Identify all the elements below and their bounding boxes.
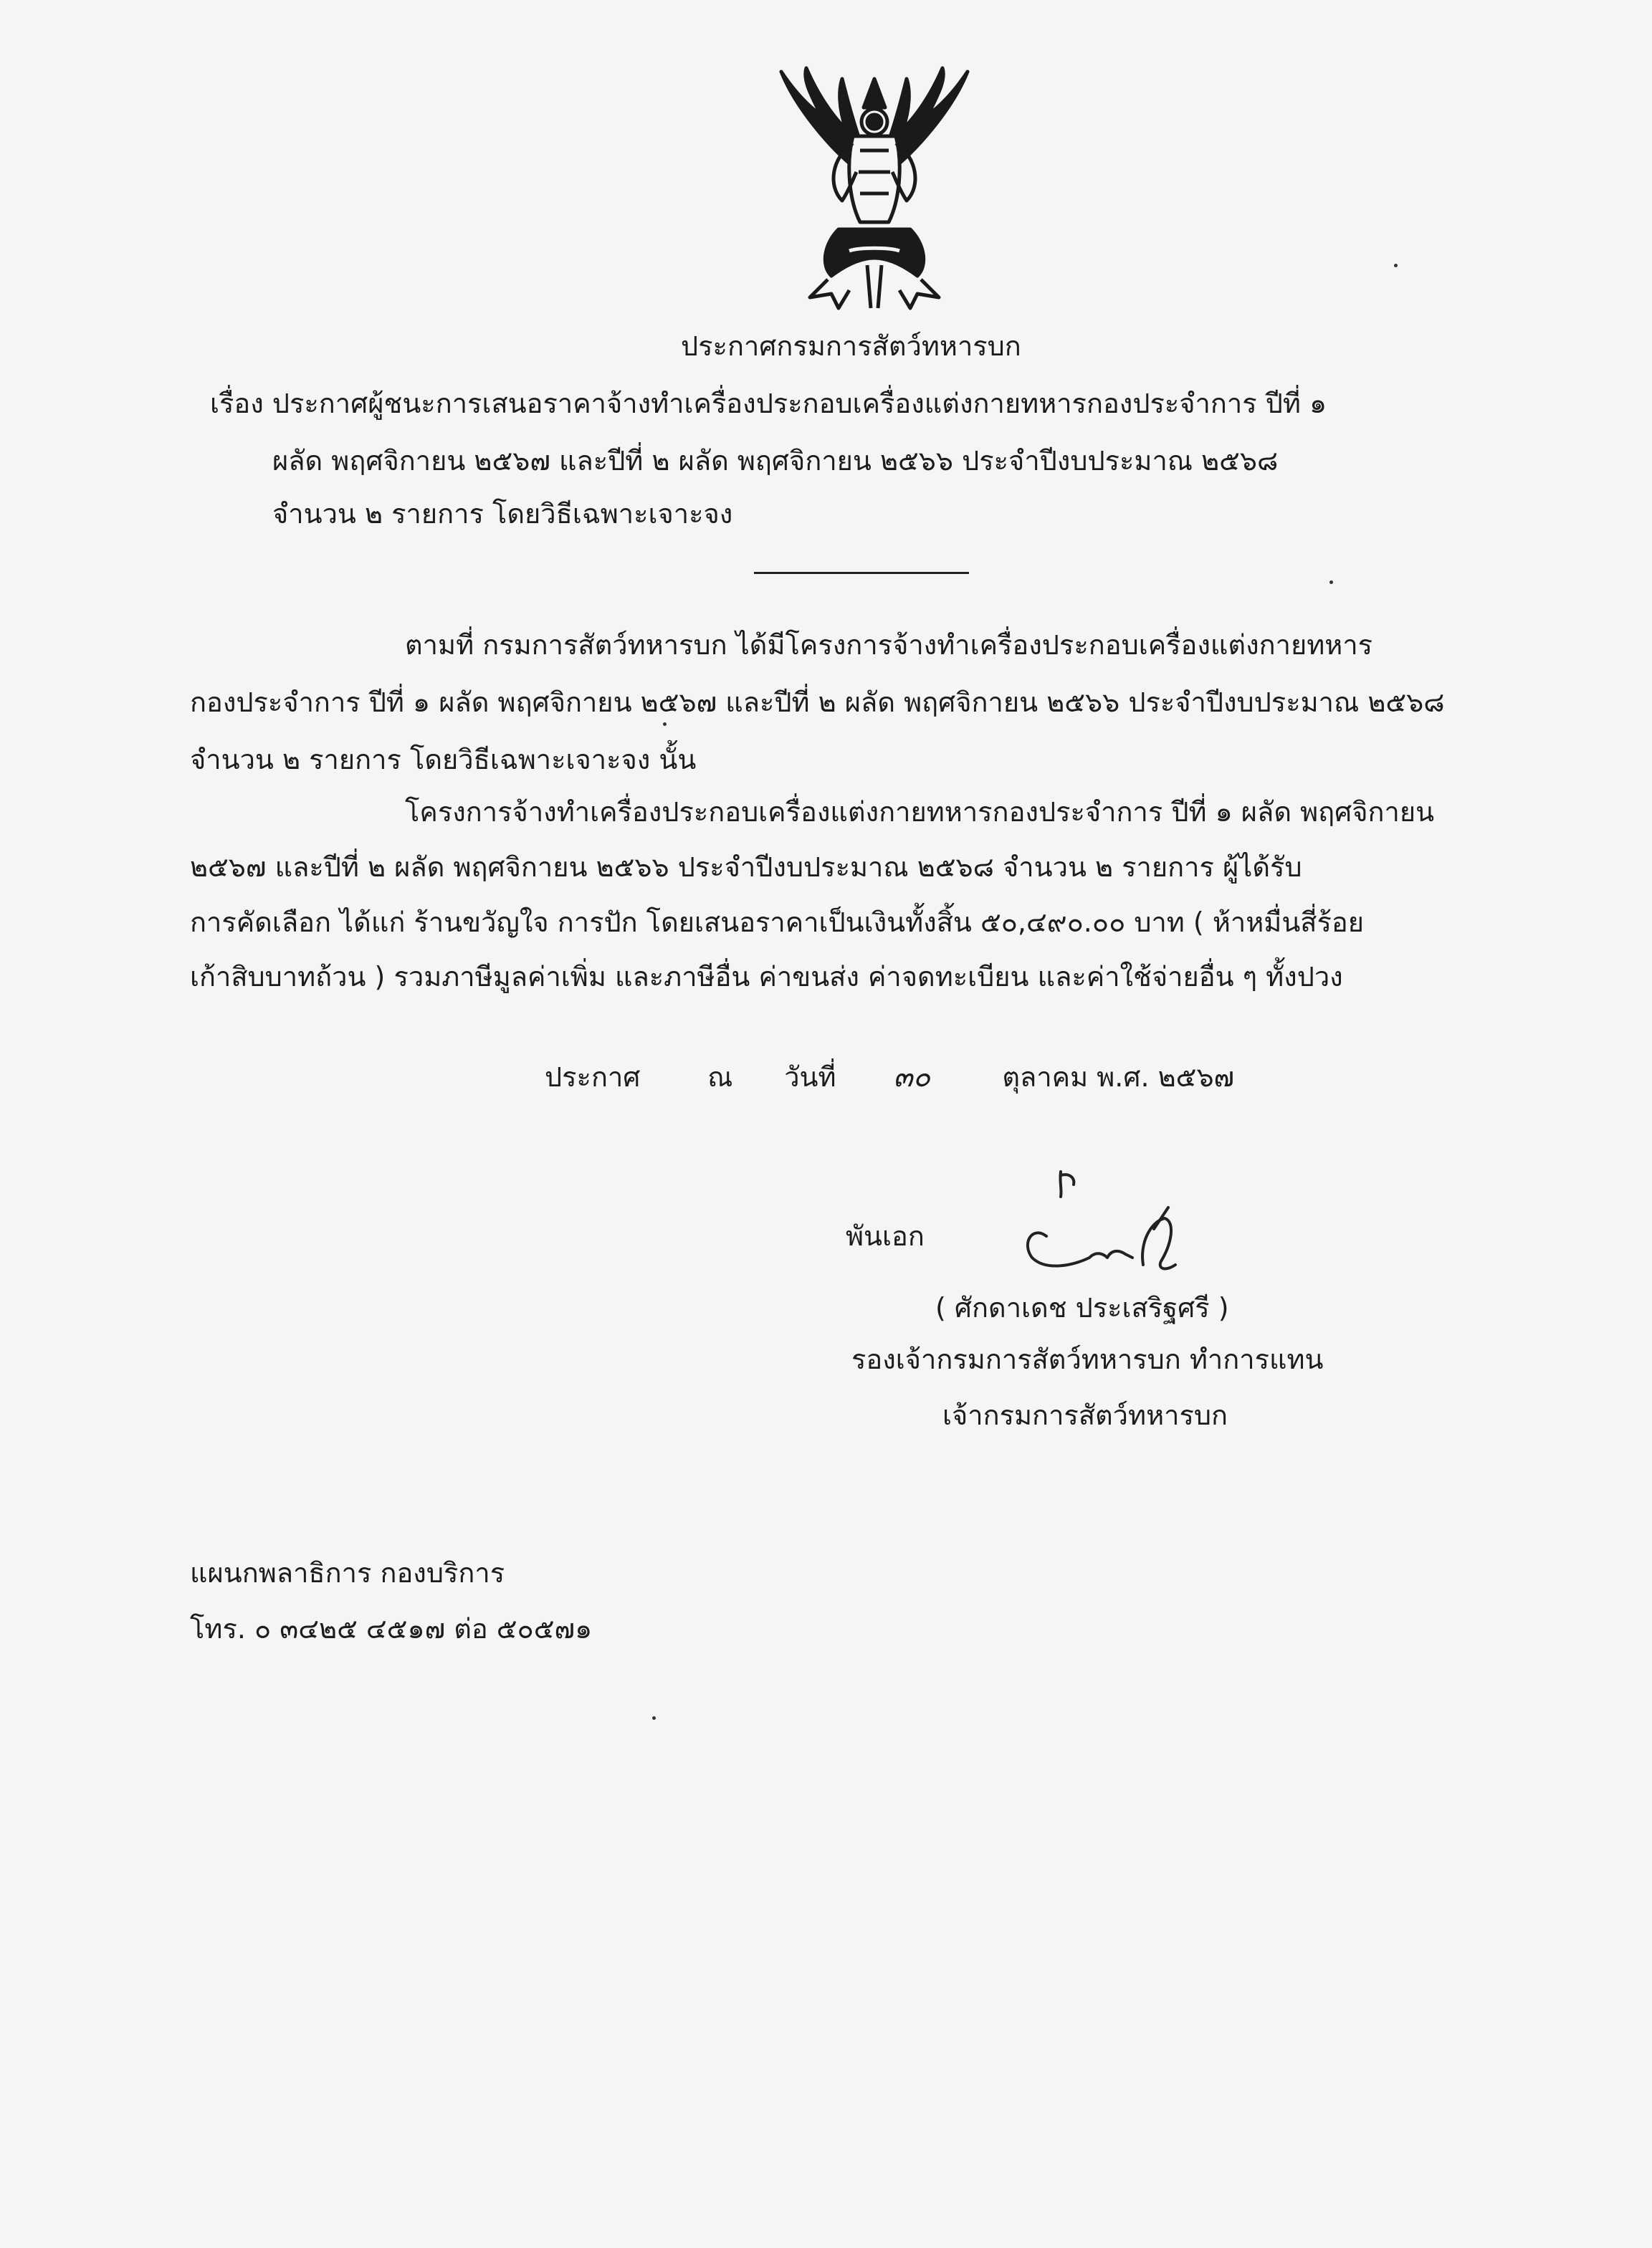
paper-speck <box>1394 264 1398 267</box>
paragraph-1-line: ตามที่ กรมการสัตว์ทหารบก ได้มีโครงการจ้างทำเครื่องประกอบเครื่องแต่งกายทหาร <box>405 629 1373 661</box>
footer-phone: โทร. ๐ ๓๔๒๕ ๔๕๑๗ ต่อ ๕๐๕๗๑ <box>190 1613 593 1645</box>
paper-speck <box>652 1716 656 1720</box>
paper-speck <box>1329 580 1333 584</box>
garuda-emblem-icon <box>753 64 996 315</box>
signer-rank: พันเอก <box>846 1220 925 1252</box>
subject-line-3: จำนวน ๒ รายการ โดยวิธีเฉพาะเจาะจง <box>272 498 733 530</box>
handwritten-signature-icon <box>989 1157 1204 1286</box>
announcement-at: ณ <box>707 1061 733 1093</box>
subject-line-2: ผลัด พฤศจิกายน ๒๕๖๗ และปีที่ ๒ ผลัด พฤศจิกายน ๒๕๖๖ ประจำปีงบประมาณ ๒๕๖๘ <box>272 445 1279 477</box>
announcement-month-year: ตุลาคม พ.ศ. ๒๕๖๗ <box>1002 1061 1235 1093</box>
footer-department: แผนกพลาธิการ กองบริการ <box>190 1557 505 1589</box>
signer-position-line-1: รองเจ้ากรมการสัตว์ทหารบก ทำการแทน <box>851 1344 1324 1375</box>
paragraph-2-line: เก้าสิบบาทถ้วน ) รวมภาษีมูลค่าเพิ่ม และภาษีอื่น ค่าขนส่ง ค่าจดทะเบียน และค่าใช้จ่ายอื่น ๆ ทั้งปวง <box>190 961 1343 993</box>
announcement-day-word: วันที่ <box>784 1061 836 1093</box>
paragraph-2-line: การคัดเลือก ได้แก่ ร้านขวัญใจ การปัก โดยเสนอราคาเป็นเงินทั้งสิ้น ๕๐,๔๙๐.๐๐ บาท ( ห้าหมื่นสี่ร้อย <box>190 907 1364 938</box>
paragraph-1-line: จำนวน ๒ รายการ โดยวิธีเฉพาะเจาะจง นั้น <box>190 744 697 775</box>
announcement-date-row <box>545 1059 1234 1095</box>
announcement-word: ประกาศ <box>545 1061 641 1093</box>
announcement-day-handwritten: ๓๐ <box>893 1061 931 1094</box>
signer-name: ( ศักดาเดช ประเสริฐศรี ) <box>935 1292 1229 1324</box>
title-divider <box>754 572 969 574</box>
signer-position-line-2: เจ้ากรมการสัตว์ทหารบก <box>942 1400 1228 1431</box>
paragraph-1-line: กองประจำการ ปีที่ ๑ ผลัด พฤศจิกายน ๒๕๖๗ และปีที่ ๒ ผลัด พฤศจิกายน ๒๕๖๖ ประจำปีงบประมาณ ๒๕๖๘ <box>190 687 1445 718</box>
paragraph-2-line: ๒๕๖๗ และปีที่ ๒ ผลัด พฤศจิกายน ๒๕๖๖ ประจำปีงบประมาณ ๒๕๖๘ จำนวน ๒ รายการ ผู้ได้รับ <box>190 851 1302 883</box>
paper-speck <box>663 722 667 726</box>
paragraph-2-line: โครงการจ้างทำเครื่องประกอบเครื่องแต่งกายทหารกองประจำการ ปีที่ ๑ ผลัด พฤศจิกายน <box>405 796 1435 828</box>
document-title: ประกาศกรมการสัตว์ทหารบก <box>681 330 1021 362</box>
subject-line-1: เรื่อง ประกาศผู้ชนะการเสนอราคาจ้างทำเครื่องประกอบเครื่องแต่งกายทหารกองประจำการ ปีที่ ๑ <box>210 388 1327 419</box>
